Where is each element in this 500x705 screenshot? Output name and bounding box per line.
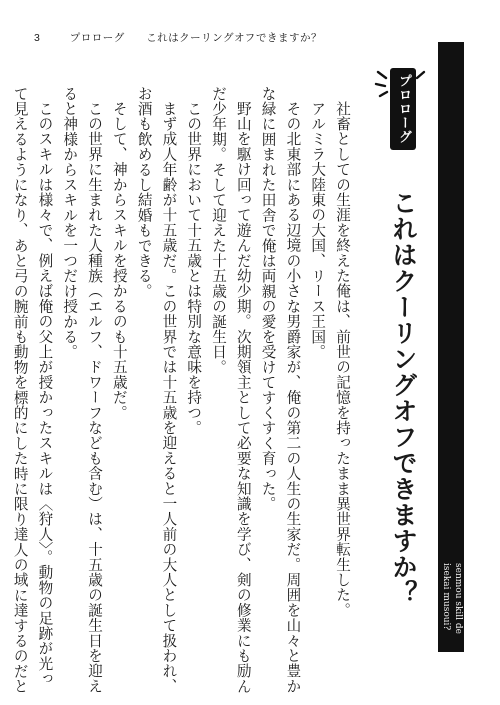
side-tab-line-2: isekai musoui? [441,562,451,631]
body-line: な緑に囲まれた田舎で俺は両親の愛を受けてすくすく育った。 [259,86,277,512]
page-number: 3 [34,32,41,44]
body-text [11,86,354,694]
chapter-badge-label: プロローグ [390,68,416,150]
header-chapter-subtitle: これはクーリングオフできますか？ [146,32,322,44]
body-line: この世界において十五歳とは特別な意味を持つ。 [185,100,203,435]
chapter-heading [380,58,430,606]
body-line: 社畜としての生涯を終えた俺は、前世の記憶を持ったまま異世界転生した。 [334,100,351,618]
side-tab-line-1: senmou skill de [453,562,463,634]
header-section: プロローグ [69,32,125,44]
running-header [34,30,322,45]
side-tab [438,42,464,652]
body-line: アルミラ大陸東の大国、リース王国。 [309,100,327,359]
body-line: そして、神からスキルを授かるのも十五歳だ。 [110,100,128,420]
side-tab-text [438,563,464,634]
body-line: だ少年期。そして迎えた十五歳の誕生日。 [210,86,228,375]
body-line: お酒も飲めるし結婚もできる。 [135,86,153,299]
body-line: まず成人年齢が十五歳だ。この世界では十五歳を迎えると一人前の大人として扱われ、 [160,100,178,694]
body-line: このスキルは様々で、例えば俺の父上が授かったスキルは〈狩人〉。動物の足跡が光っ [36,100,54,687]
chapter-title: これはクーリングオフできますか？ [389,190,418,606]
body-line: 野山を駆け回って遊んだ幼少期。次期領主として必要な知識を学び、剣の修業にも励ん [234,100,252,694]
body-line: この世界に生まれた人種族（エルフ、ドワーフなども含む）は、十五歳の誕生日を迎え [86,100,104,694]
body-line: その北東部にある辺境の小さな男爵家が、俺の第二の人生の生家だ。周囲を山々と豊か [284,100,302,694]
body-line: ると神様からスキルを一つだけ授かる。 [61,86,79,360]
body-line: て見えるようになり、あと弓の腕前も動物を標的にした時に限り達人の域に達するのだと [11,86,29,694]
chapter-badge [380,62,424,182]
